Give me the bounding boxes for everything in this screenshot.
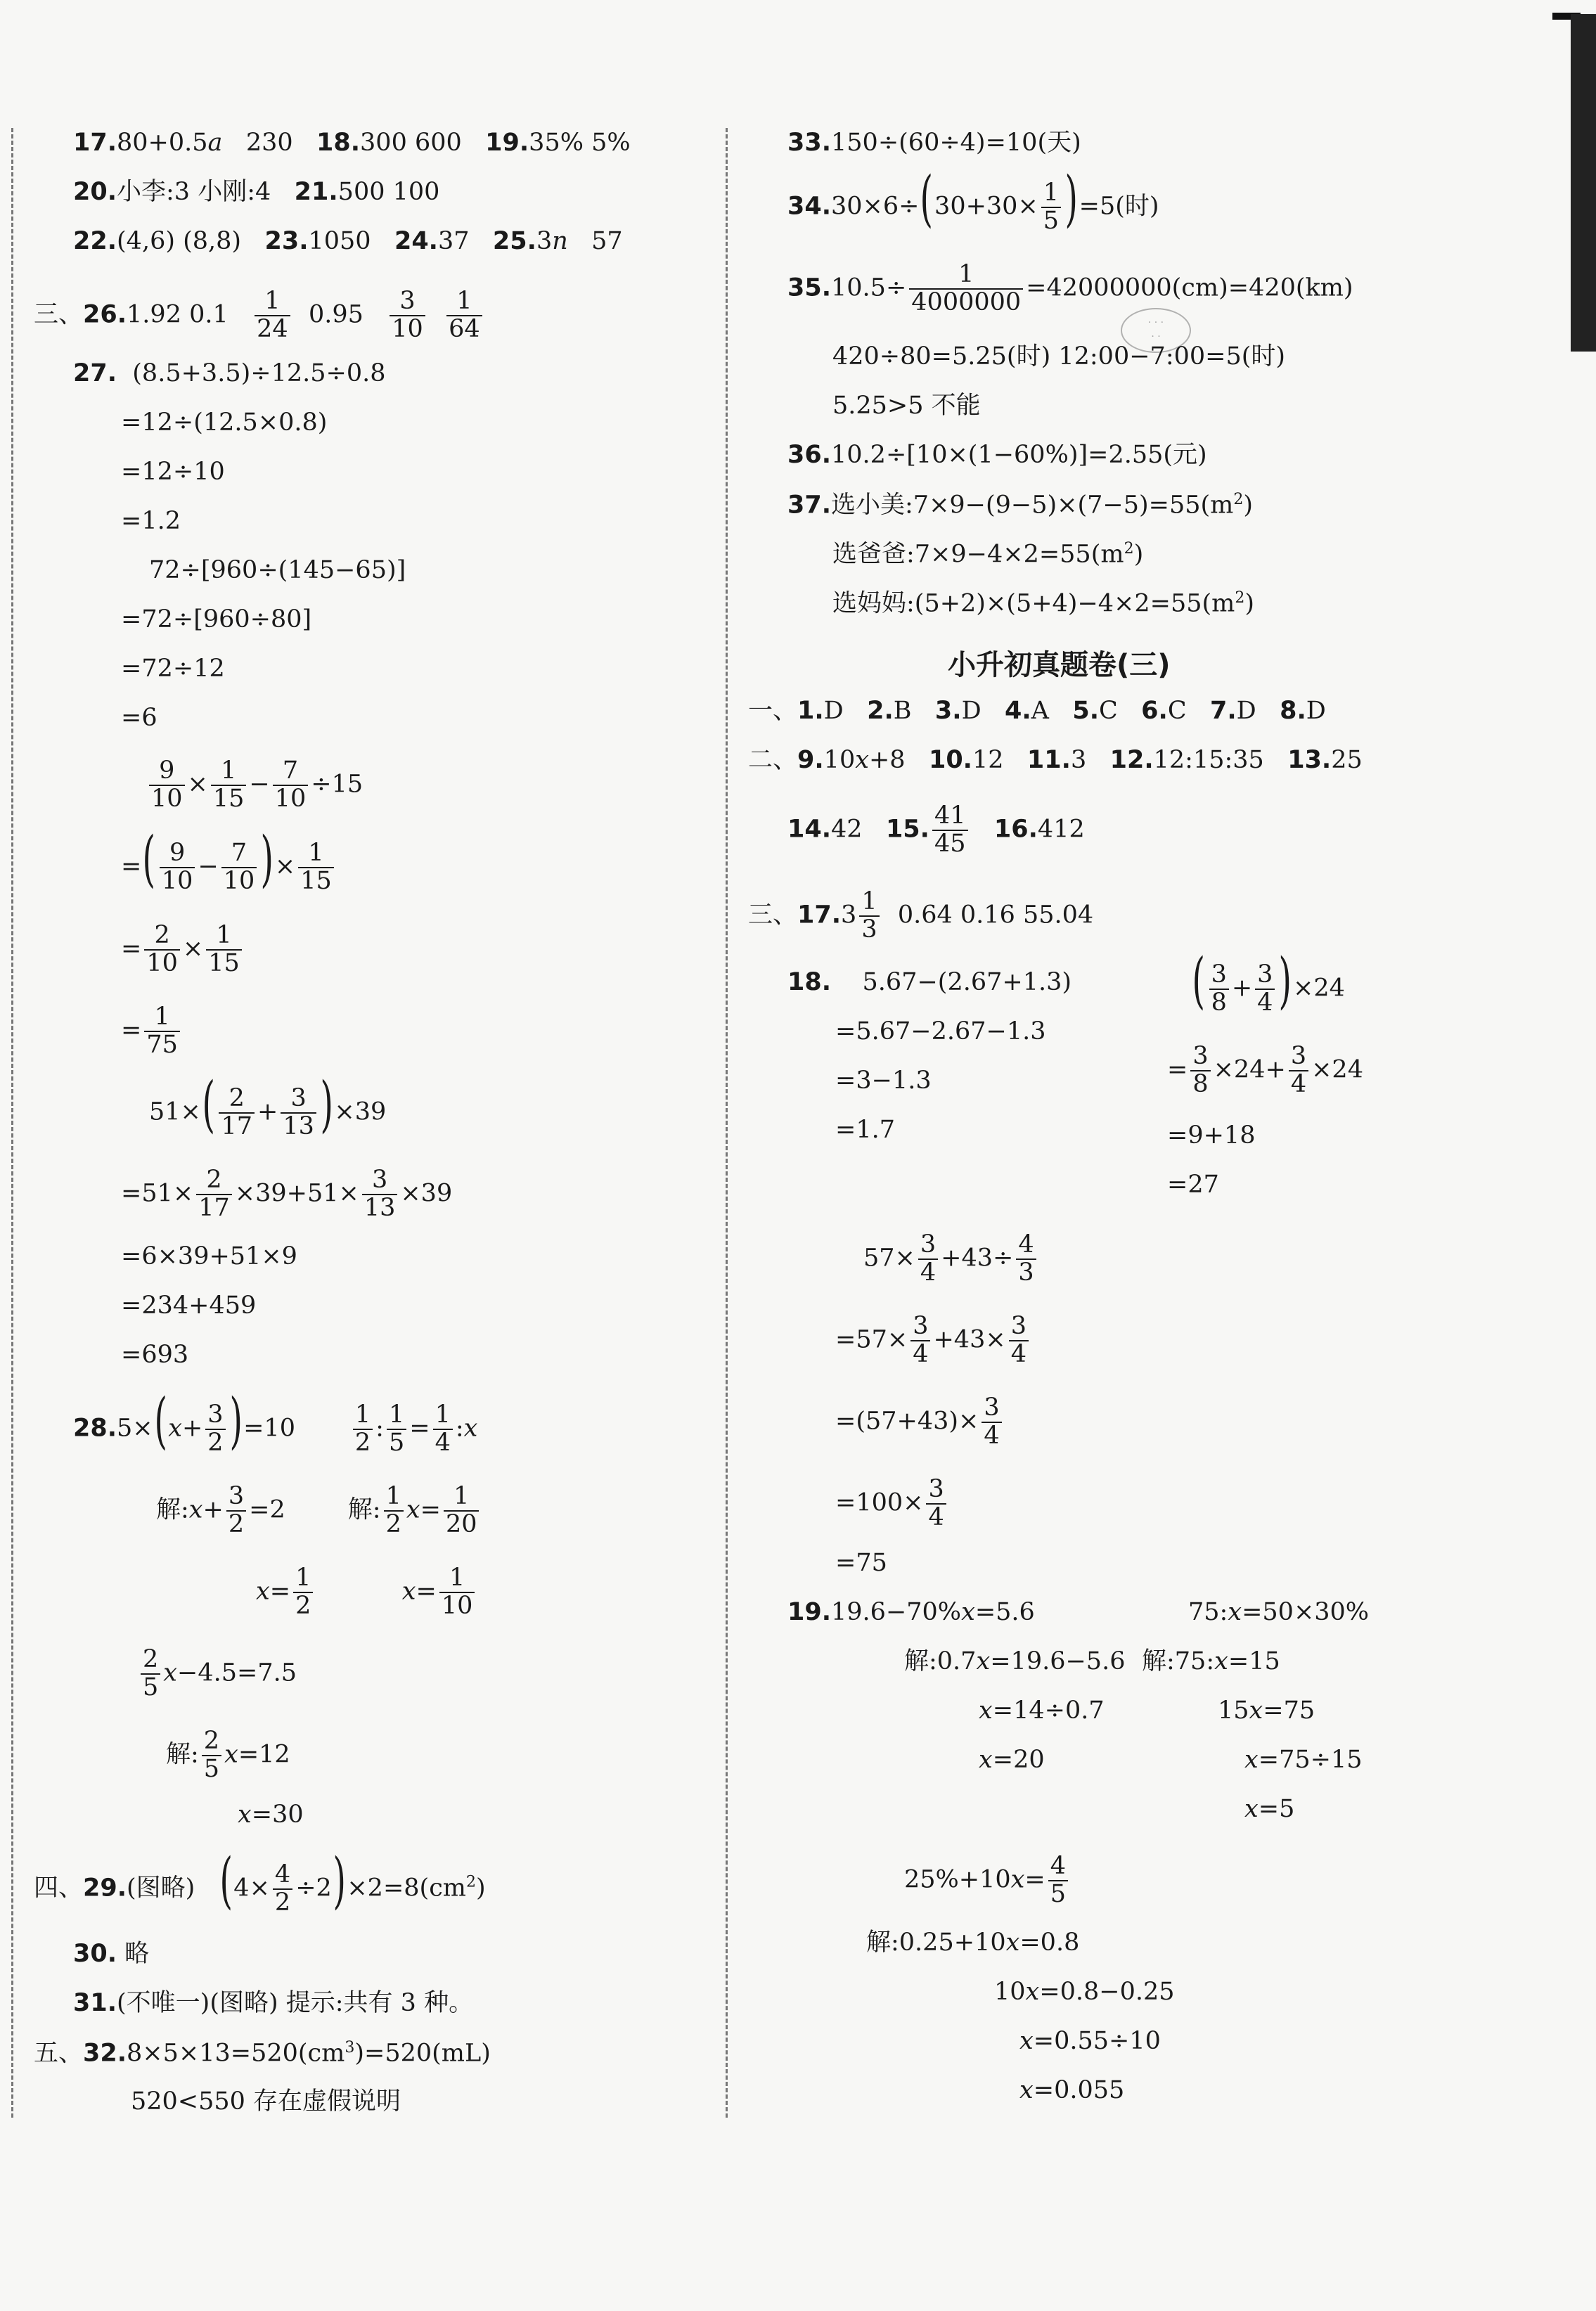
expression-step: =693 <box>121 1341 189 1369</box>
column-divider <box>726 128 728 2118</box>
fraction: $\frac{1}{2}$ <box>353 1402 373 1457</box>
answer-line-17: 三、17.3 $\frac{1}{3}$ 0.64 0.16 55.04 <box>748 887 1094 944</box>
answer-line-28-result: x=30 <box>238 1801 304 1829</box>
answer-line-28: 28.5×(x+ $\frac{3}{2}$ )=10 $\frac{1}{2}$ : $\frac{1}{5}$ = $\frac{1}{4}$ :x <box>73 1385 478 1457</box>
answer-line-28-equation-3: $\frac{2}{5}$ x−4.5=7.5 <box>138 1647 297 1701</box>
section-marker: 一、 <box>748 697 798 725</box>
expression-57-b: =57× $\frac{3}{4}$ +43× $\frac{3}{4}$ <box>835 1313 1031 1368</box>
variable: a <box>207 129 223 157</box>
answer-line-19-result-b: x=5 <box>1244 1795 1295 1823</box>
item-number: 28. <box>73 1414 117 1443</box>
answer-text: 35% 5% <box>529 129 631 157</box>
expression-side-2: = $\frac{3}{8}$ ×24+ $\frac{3}{4}$ ×24 <box>1167 1042 1363 1098</box>
fraction: $\frac{1}{15}$ <box>206 922 242 977</box>
fraction: $\frac{3}{4}$ <box>1289 1043 1308 1098</box>
item-number: 19. <box>485 129 529 157</box>
expression-fraction-3: = $\frac{2}{10}$ × $\frac{1}{15}$ <box>121 922 245 977</box>
fraction: $\frac{1}{3}$ <box>859 889 879 944</box>
page-edge-shadow <box>1571 14 1596 352</box>
answer-text: 1.92 0.1 <box>127 300 229 329</box>
answer-line-19-step-e: x=0.55÷10 <box>1019 2027 1161 2055</box>
fraction: $\frac{9}{10}$ <box>160 840 195 895</box>
fraction: $\frac{3}{13}$ <box>281 1086 316 1140</box>
answer-line-18: 18. 5.67−(2.67+1.3) <box>787 968 1072 996</box>
answer-line-36: 36.10.2÷[10×(1−60%)]=2.55(元) <box>787 441 1207 469</box>
fraction: $\frac{1}{24}$ <box>255 288 290 343</box>
item-number: 35. <box>787 273 832 302</box>
answer-line-14-16: 14.42 15. $\frac{41}{45}$ 16.412 <box>787 802 1085 858</box>
answer-text: 230 <box>245 129 293 157</box>
fraction: $\frac{4}{3}$ <box>1016 1232 1036 1287</box>
answer-line-19-solve-c: 解:0.25+10x=0.8 <box>866 1929 1080 1957</box>
answer-line-19-solve-b: 解:75:x=15 <box>1142 1647 1280 1675</box>
fraction: $\frac{1}{10}$ <box>439 1565 475 1620</box>
answer-text: 57 <box>591 227 623 255</box>
section-marker: 二、 <box>748 746 798 774</box>
answer-text: (4,6) (8,8) <box>117 227 242 255</box>
left-margin-divider <box>11 128 13 2118</box>
item-number: 24. <box>394 227 438 255</box>
expression-57-d: =100× $\frac{3}{4}$ <box>835 1476 949 1531</box>
expression-step: =27 <box>1167 1171 1219 1199</box>
answer-line-28-solve-b: x= $\frac{1}{2}$ x= $\frac{1}{10}$ <box>256 1565 477 1620</box>
expression-distributive-2: =51× $\frac{2}{17}$ ×39+51× $\frac{3}{13}$ ×39 <box>121 1166 453 1222</box>
fraction: $\frac{2}{17}$ <box>196 1167 232 1222</box>
fraction: $\frac{3}{4}$ <box>910 1313 930 1368</box>
section-marker: 三、 <box>34 300 84 329</box>
expression-step: =75 <box>835 1549 887 1577</box>
answer-line-37: 37.选小美$:7\times 9-(9-5)\times(7-5)=55(m^2)$ <box>787 491 1254 520</box>
variable: x <box>463 1414 478 1443</box>
fraction: $\frac{2}{10}$ <box>144 922 180 977</box>
item-number: 33. <box>787 129 832 157</box>
expression-step: =1.2 <box>121 507 181 535</box>
item-number: 36. <box>787 441 832 469</box>
fraction: $\frac{2}{5}$ <box>141 1647 160 1701</box>
answer-line-35: 35.10.5÷ $\frac{1}{4000000}$ =42000000(cm)=420(km) <box>787 260 1353 316</box>
expression-57-c: =(57+43)× $\frac{3}{4}$ <box>835 1395 1005 1450</box>
answer-line-19-b: 75:x=50×30% <box>1188 1598 1370 1626</box>
fraction: $\frac{1}{15}$ <box>298 840 334 895</box>
expression-step: =5.67−2.67−1.3 <box>835 1017 1046 1045</box>
expression-step: =3−1.3 <box>835 1067 932 1095</box>
expression-step: =72÷12 <box>121 655 225 683</box>
item-number: 22. <box>73 227 117 255</box>
answer-line-37-b: 选爸爸$:7\times 9-4\times 2=55(m^2)$ <box>832 540 1144 569</box>
expression-step: =9+18 <box>1167 1121 1256 1150</box>
fraction: $\frac{1}{20}$ <box>444 1483 480 1538</box>
item-number: 30. <box>73 1940 117 1968</box>
answer-line-19-step-b: 15x=75 <box>1218 1697 1315 1725</box>
section-title: 小升初真题卷(三) <box>948 649 1171 681</box>
fraction: $\frac{3}{4}$ <box>926 1476 946 1531</box>
expression-side-1: ( $\frac{3}{8}$ + $\frac{3}{4}$ )×24 <box>1192 945 1345 1017</box>
answer-line-30: 30. 略 <box>73 1940 150 1968</box>
answer-line-37-c: 选妈妈$:(5+2)\times(5+4)-4\times 2=55(m^2)$ <box>832 589 1255 618</box>
watermark-stamp: · · · · · <box>1121 308 1191 353</box>
answer-line-32: 五、$32.8\times 5\times 13=520(cm^3)=520(mL)$ <box>34 2039 491 2068</box>
fraction: $\frac{4}{2}$ <box>273 1862 292 1917</box>
fraction: $\frac{3}{13}$ <box>362 1167 398 1222</box>
answer-line-19-solve-a: 解:0.7x=19.6−5.6 <box>904 1647 1126 1675</box>
item-number: 18. <box>316 129 361 157</box>
fraction: $\frac{1}{4000000}$ <box>909 262 1023 316</box>
item-number: 23. <box>264 227 309 255</box>
fraction: $\frac{3}{8}$ <box>1209 962 1229 1017</box>
answer-line-33: 33.150÷(60÷4)=10(天) <box>787 129 1081 157</box>
item-number: 25. <box>492 227 536 255</box>
answer-line-34: 34.30×6÷(30+30× $\frac{1}{5}$ )=5(时) <box>787 163 1159 235</box>
fraction: $\frac{1}{2}$ <box>384 1483 404 1538</box>
fraction: $\frac{3}{10}$ <box>390 288 425 343</box>
answer-line-19-result-c: x=0.055 <box>1019 2076 1125 2104</box>
fraction: $\frac{2}{17}$ <box>219 1086 255 1140</box>
answer-line-27-a <box>73 361 385 386</box>
expression-step: =6×39+51×9 <box>121 1242 297 1270</box>
expression: (8.5+3.5)÷12.5÷0.8 <box>132 359 386 387</box>
fraction: $\frac{3}{4}$ <box>1009 1313 1029 1368</box>
answer-line-29: 四、29.(图略) (4× $\frac{4}{2}$ $\div 2)\times 2=8(cm^2)$ <box>34 1845 486 1917</box>
fraction: $\frac{1}{2}$ <box>293 1565 313 1620</box>
answer-text: 500 100 <box>337 178 440 206</box>
answer-text: 小李:3 小刚:4 <box>117 178 271 206</box>
expression-step: =1.7 <box>835 1116 895 1144</box>
item-number: 37. <box>787 491 832 520</box>
item-number: 29. <box>83 1874 127 1903</box>
item-number: 17. <box>73 129 117 157</box>
answer-line-28-solve-a: 解:x+ $\frac{3}{2}$ =2 解: $\frac{1}{2}$ x= $\frac{1}{20}$ <box>156 1483 482 1538</box>
answer-line-19: 19.19.6−70%x=5.6 <box>787 1598 1035 1626</box>
fraction: $\frac{1}{4}$ <box>433 1402 453 1457</box>
fraction: $\frac{1}{15}$ <box>211 758 247 813</box>
fraction: $\frac{7}{10}$ <box>273 758 309 813</box>
answer-line-19-step-d: 10x=0.8−0.25 <box>994 1978 1175 2006</box>
answer-line-35-step: 420÷80=5.25(时) 12:00−7:00=5(时) <box>832 342 1286 371</box>
fraction: $\frac{41}{45}$ <box>932 803 968 858</box>
answer-text: 80+0.5 <box>117 129 208 157</box>
expression-step: =72÷[960÷80] <box>121 605 312 633</box>
answer-line-19-step-a: x=14÷0.7 <box>979 1697 1105 1725</box>
expression-step: =6 <box>121 704 157 732</box>
expression-distributive-1: 51×( $\frac{2}{17}$ + $\frac{3}{13}$ )×39 <box>149 1069 387 1140</box>
answer-line-20-21 <box>73 180 439 205</box>
fraction: $\frac{3}{4}$ <box>1255 962 1275 1017</box>
expression-fraction-1: $\frac{9}{10}$ × $\frac{1}{15}$ − $\frac{7}{10}$ ÷15 <box>146 758 363 813</box>
item-number: 34. <box>787 192 832 221</box>
expression: 72÷[960÷(145−65)] <box>149 556 406 584</box>
fraction: $\frac{3}{8}$ <box>1190 1043 1210 1098</box>
fraction: $\frac{1}{5}$ <box>387 1402 406 1457</box>
answer-text: 0.95 <box>308 300 363 329</box>
fraction: $\frac{3}{2}$ <box>226 1483 246 1538</box>
answer-line-35-conclusion: 5.25>5 不能 <box>832 392 981 420</box>
fraction: $\frac{2}{5}$ <box>202 1728 221 1783</box>
fraction: $\frac{3}{4}$ <box>982 1395 1001 1450</box>
item-number: 27. <box>73 359 117 387</box>
answer-text: 1050 <box>308 227 371 255</box>
fraction: $\frac{3}{2}$ <box>205 1402 225 1457</box>
expression-step: =12÷(12.5×0.8) <box>121 408 328 437</box>
answer-line-31: 31.(不唯一)(图略) 提示:共有 3 种。 <box>73 1989 474 2017</box>
answer-line-28-solve-c: 解: $\frac{2}{5}$ x=12 <box>166 1727 290 1783</box>
item-number: 31. <box>73 1989 117 2017</box>
expression-fraction-4: = $\frac{1}{75}$ <box>121 1004 183 1059</box>
fraction: $\frac{9}{10}$ <box>149 758 185 813</box>
answer-text: 37 <box>437 227 470 255</box>
variable: n <box>552 227 568 255</box>
section-marker: 三、 <box>748 901 798 929</box>
answer-line-22-25 <box>73 229 623 254</box>
fraction: $\frac{1}{5}$ <box>1041 180 1061 235</box>
item-number: 32. <box>83 2039 127 2068</box>
answer-line-19-result-a: x=20 <box>979 1746 1045 1774</box>
answer-line-19-equation-3: 25%+10x= $\frac{4}{5}$ <box>904 1853 1071 1908</box>
fraction: $\frac{3}{4}$ <box>918 1232 938 1287</box>
answer-text: 300 600 <box>360 129 462 157</box>
expression-step: =12÷10 <box>121 458 225 486</box>
fraction: $\frac{7}{10}$ <box>221 840 257 895</box>
section-marker: 五、 <box>34 2039 84 2068</box>
variable: x <box>168 1414 182 1443</box>
fraction: $\frac{4}{5}$ <box>1048 1853 1068 1908</box>
fraction: $\frac{1}{75}$ <box>144 1004 180 1059</box>
fraction: $\frac{1}{64}$ <box>446 288 482 343</box>
answer-line-26 <box>34 288 485 343</box>
section-marker: 四、 <box>34 1874 84 1903</box>
answer-text: 3 <box>536 227 553 255</box>
answer-line-17-19 <box>73 131 631 155</box>
expression-fraction-2: =( $\frac{9}{10}$ − $\frac{7}{10}$ )× $\frac{1}{15}$ <box>121 840 337 895</box>
answer-line-32-conclusion: 520<550 存在虚假说明 <box>131 2087 401 2116</box>
expression-step: =234+459 <box>121 1292 257 1320</box>
answer-line-9-13: 二、9.10x+8 10.12 11.3 12.12:15:35 13.25 <box>748 746 1363 774</box>
item-number: 20. <box>73 178 117 206</box>
expression-57-a: 57× $\frac{3}{4}$ +43÷ $\frac{4}{3}$ <box>863 1232 1039 1287</box>
item-number: 21. <box>294 178 338 206</box>
answer-line-19-step-c: x=75÷15 <box>1244 1746 1363 1774</box>
item-number: 26. <box>83 300 127 329</box>
answer-line-1-8: 一、1.D 2.B 3.D 4.A 5.C 6.C 7.D 8.D <box>748 697 1326 725</box>
